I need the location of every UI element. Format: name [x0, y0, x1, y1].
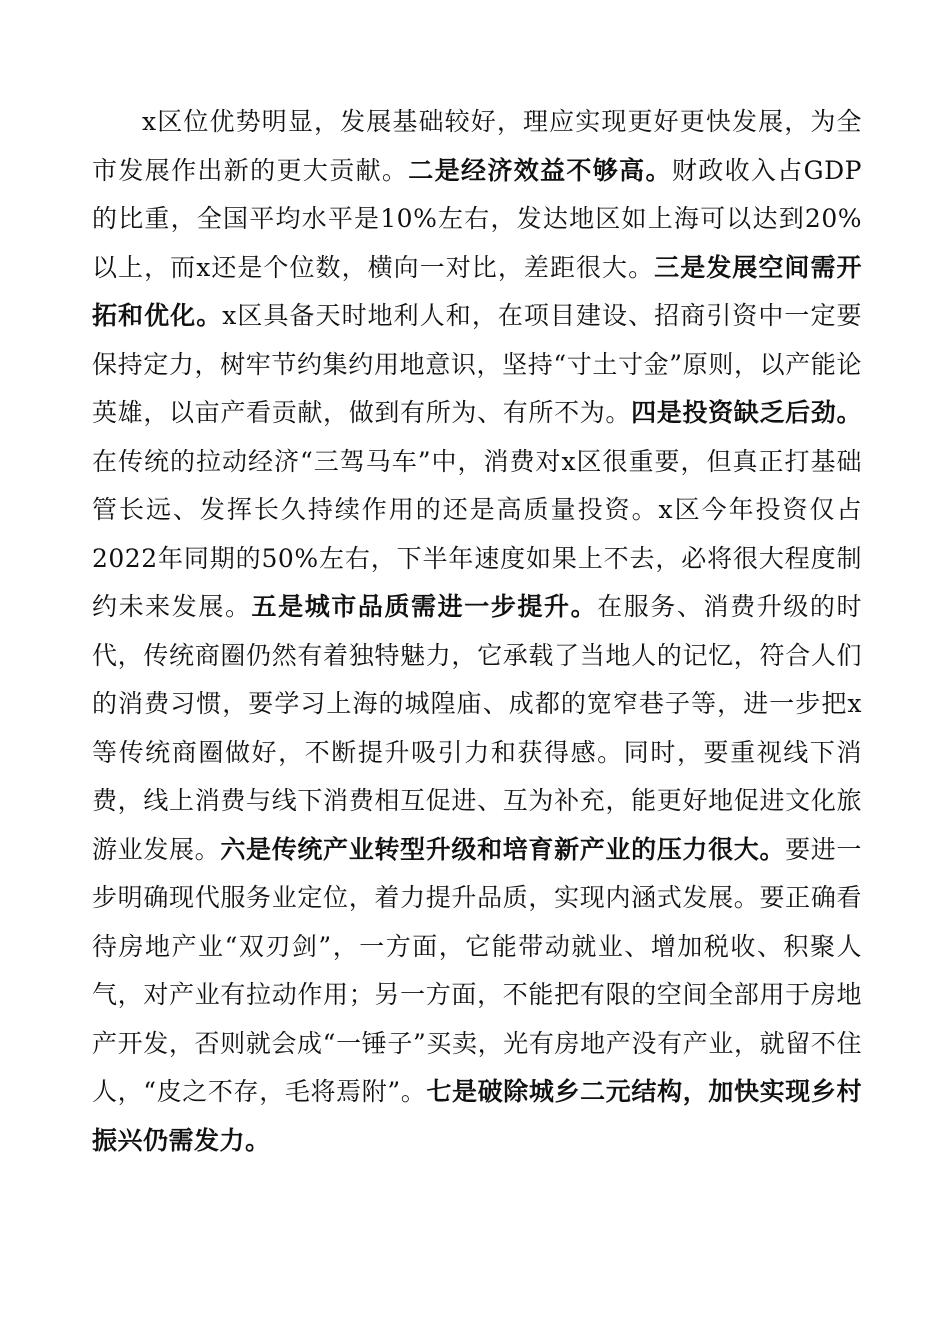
text-segment: 要进一步明确现代服务业定位，着力提升品质，实现内涵式发展。要正确看待房地产业“双刃剑”，一方面，它能带动就业、增加税收、积聚人气，对产业有拉动作用；另一方面，不能把有限的空间全部用于房地产开发，否则就会成“一锤子”买卖，光有房地产没有产业，就留不住人，“皮之不存，毛将焉附”。	[92, 834, 862, 1106]
heading-point-2: 二是经济效益不够高。	[408, 155, 672, 185]
heading-point-7: 七是破除城乡二元结构，加快实现乡村振兴仍需发力。	[92, 1077, 862, 1155]
heading-point-6: 六是传统产业转型升级和培育新产业的压力很大。	[220, 834, 786, 864]
text-segment: 在服务、消费升级的时代，传统商圈仍然有着独特魅力，它承载了当地人的记忆，符合人们的消费习惯，要学习上海的城隍庙、成都的宽窄巷子等，进一步把x等传统商圈做好，不断提升吸引力和获得感。同时，要重视线下消费，线上消费与线下消费相互促进、互为补充，能更好地促进文化旅游业发展。	[92, 592, 862, 864]
heading-point-4: 四是投资缺乏后劲。	[631, 398, 862, 427]
heading-point-5: 五是城市品质需进一步提升。	[251, 592, 598, 621]
body-paragraph	[92, 98, 862, 1165]
text-segment: 财政收入占GDP的比重，全国平均水平是10%左右，发达地区如上海可以达到20%以上，而x还是个位数，横向一对比，差距很大。	[92, 155, 862, 282]
text-segment: x区具备天时地利人和，在项目建设、招商引资中一定要保持定力，树牢节约集约用地意识，坚持“寸土寸金”原则，以产能论英雄，以亩产看贡献，做到有所为、有所不为。	[92, 301, 862, 427]
heading-point-3: 三是发展空间需开拓和优化。	[92, 252, 862, 330]
text-segment: 在传统的拉动经济“三驾马车”中，消费对x区很重要，但真正打基础管长远、发挥长久持续作用的还是高质量投资。x区今年投资仅占2022年同期的50%左右，下半年速度如果上不去，必将很大程度制约未来发展。	[92, 446, 862, 621]
text-segment: x区位优势明显，发展基础较好，理应实现更好更快发展，为全市发展作出新的更大贡献。	[92, 107, 862, 185]
